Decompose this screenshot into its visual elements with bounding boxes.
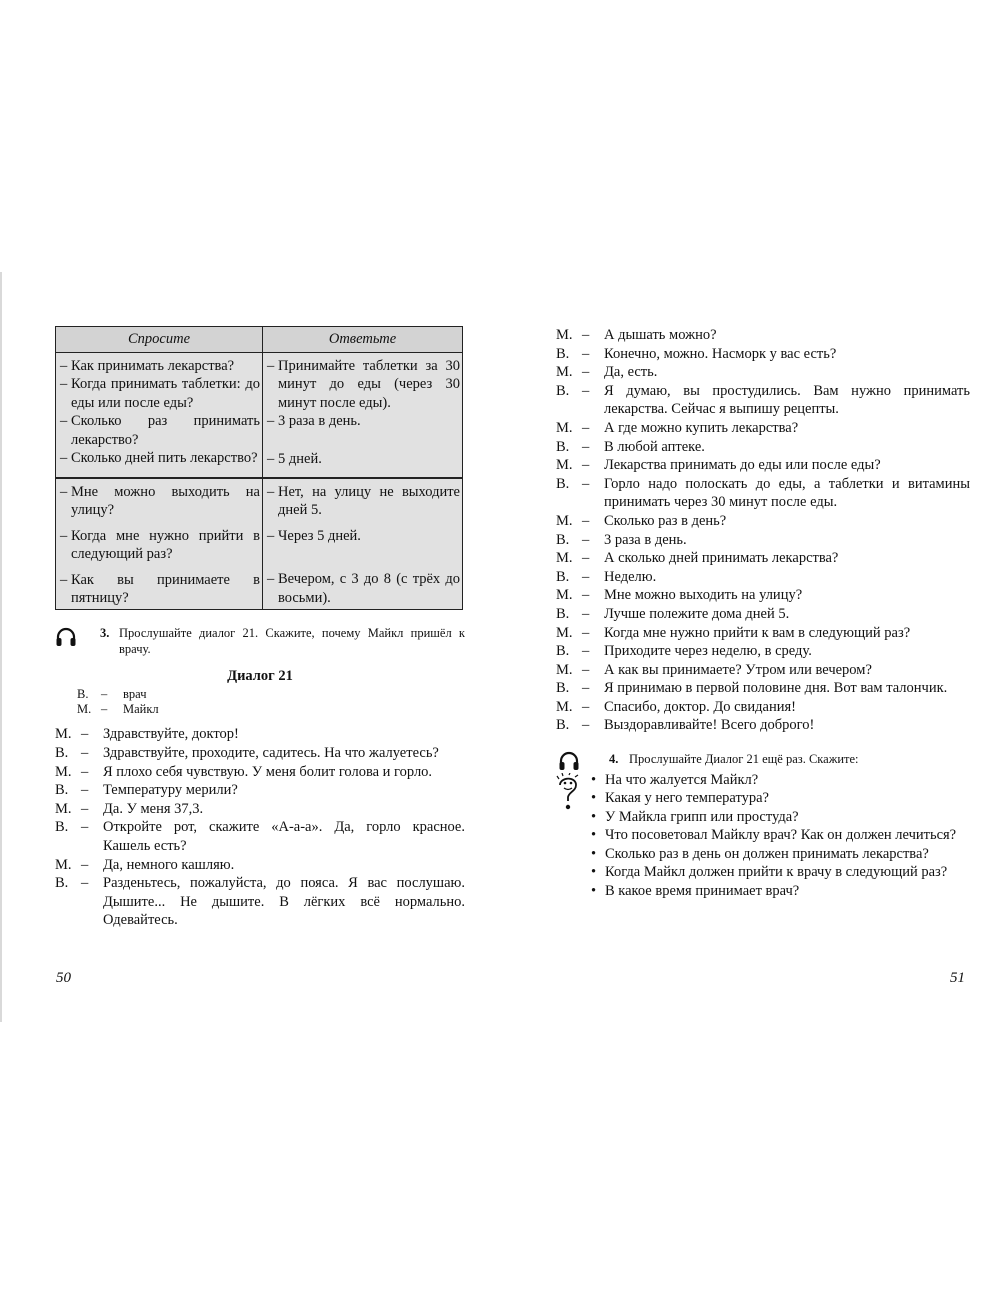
table-item: – Как принимать лекарства? bbox=[60, 358, 235, 374]
dialog-line: В. – Я думаю, вы простудились. Вам нужно принимать лекарства. Сейчас я выпишу рецепты. bbox=[556, 382, 970, 418]
dialog-line: В. – Конечно, можно. Насморк у вас есть? bbox=[556, 345, 837, 362]
table-item: – Вечером, с 3 до 8 (с трёх до восьми). bbox=[267, 571, 460, 606]
ask-answer-table bbox=[55, 326, 463, 610]
exercise-text: Прослушайте Диалог 21 ещё раз. Скажите: bbox=[629, 752, 859, 767]
exercise-number: 3. bbox=[100, 626, 110, 641]
exercise-4 bbox=[556, 751, 970, 767]
dialog-roles bbox=[77, 687, 465, 717]
list-item: • На что жалуется Майкл? bbox=[591, 772, 759, 789]
left-page bbox=[55, 326, 465, 930]
exercise-text: Прослушайте диалог 21. Скажите, почему Майкл пришёл к врачу. bbox=[119, 626, 465, 657]
table-item: – 3 раза в день. bbox=[267, 413, 361, 430]
table-item: – 5 дней. bbox=[267, 450, 322, 467]
right-page bbox=[556, 326, 970, 900]
table-cell-ask bbox=[56, 478, 263, 610]
table-item: – Нет, на улицу не выходите дней 5. bbox=[267, 484, 460, 519]
list-item: • Что посоветовал Майклу врач? Как он должен лечиться? bbox=[591, 827, 957, 844]
dialog-line: М. – Я плохо себя чувствую. У меня болит голова и горло. bbox=[55, 763, 433, 780]
dialog-line: В. – Откройте рот, скажите «А-а-а». Да, горло красное. Кашель есть? bbox=[55, 819, 465, 855]
list-item: • Какая у него температура? bbox=[591, 790, 769, 807]
question-face-icon bbox=[554, 773, 582, 811]
page-edge bbox=[0, 272, 2, 1022]
page-number-right: 51 bbox=[950, 970, 965, 986]
role-item: М. – Майкл bbox=[77, 702, 159, 717]
dialog-line: М. – А дышать можно? bbox=[556, 327, 717, 343]
question-list bbox=[556, 771, 970, 900]
headphones-icon bbox=[55, 627, 77, 647]
dialog-line: В. – Приходите через неделю, в среду. bbox=[556, 643, 812, 660]
headphones-icon bbox=[558, 751, 580, 771]
dialog-line: М. – Здравствуйте, доктор! bbox=[55, 726, 239, 743]
table-cell-ask bbox=[56, 353, 263, 479]
table-item: – Сколько дней пить лекарство? bbox=[60, 450, 258, 467]
dialog-line: М. – Мне можно выходить на улицу? bbox=[556, 587, 803, 604]
table-item: – Принимайте таблетки за 30 минут до еды (через 30 минут после еды). bbox=[267, 358, 460, 411]
table-item: – Через 5 дней. bbox=[267, 527, 361, 544]
dialog-line: В. – Лучше полежите дома дней 5. bbox=[556, 605, 790, 622]
dialog-line: В. – В любой аптеке. bbox=[556, 438, 705, 455]
role-item: В. – врач bbox=[77, 687, 147, 702]
table-item: – Когда принимать таблетки: до еды или после еды? bbox=[60, 376, 260, 411]
dialog-line: М. – А сколько дней принимать лекарства? bbox=[556, 550, 839, 567]
table-item: – Когда мне нужно прийти в следующий раз? bbox=[60, 527, 260, 563]
dialog-line: М. – Да, есть. bbox=[556, 364, 658, 381]
dialog-line: В. – 3 раза в день. bbox=[556, 531, 687, 548]
dialog-line: М. – Да, немного кашляю. bbox=[55, 856, 235, 873]
dialog-line: М. – Когда мне нужно прийти к вам в следующий раз? bbox=[556, 624, 911, 641]
dialog-line: В. – Температуру мерили? bbox=[55, 782, 238, 799]
table-cell-answer bbox=[263, 353, 463, 479]
table-item: – Как вы принимаете в пятницу? bbox=[60, 571, 260, 607]
dialog-line: М. – Спасибо, доктор. До свидания! bbox=[556, 698, 796, 715]
page-number-left: 50 bbox=[56, 970, 71, 986]
dialog-lines-right bbox=[556, 326, 970, 735]
table-item: – Сколько раз принимать лекарство? bbox=[60, 413, 260, 448]
table-header-ask: Спросите bbox=[56, 327, 263, 353]
list-item: • У Майкла грипп или простуда? bbox=[591, 808, 799, 825]
dialog-line: М. – Сколько раз в день? bbox=[556, 512, 727, 529]
exercise-3 bbox=[55, 625, 465, 657]
list-item: • Сколько раз в день он должен принимать лекарства? bbox=[591, 845, 929, 862]
dialog-line: М. – Да. У меня 37,3. bbox=[55, 800, 204, 817]
exercise-number: 4. bbox=[609, 752, 619, 767]
dialog-line: В. – Я принимаю в первой половине дня. Вот вам талончик. bbox=[556, 680, 948, 697]
dialog-title: Диалог 21 bbox=[227, 668, 293, 685]
dialog-line: М. – А как вы принимаете? Утром или вечером? bbox=[556, 661, 872, 678]
dialog-line: В. – Горло надо полоскать до еды, а таблетки и витамины принимать через 30 минут после еды. bbox=[556, 475, 970, 511]
dialog-line: М. – А где можно купить лекарства? bbox=[556, 419, 799, 436]
table-item: – Мне можно выходить на улицу? bbox=[60, 484, 260, 519]
dialog-line: В. – Здравствуйте, проходите, садитесь. На что жалуетесь? bbox=[55, 745, 439, 762]
dialog-line: М. – Лекарства принимать до еды или после еды? bbox=[556, 457, 881, 474]
table-header-answer: Ответьте bbox=[263, 327, 463, 353]
table-cell-answer bbox=[263, 478, 463, 610]
dialog-line: В. – Выздоравливайте! Всего доброго! bbox=[556, 717, 815, 734]
list-item: • В какое время принимает врач? bbox=[591, 882, 800, 899]
dialog-line: В. – Неделю. bbox=[556, 568, 657, 585]
dialog-lines-left bbox=[55, 725, 465, 930]
list-item: • Когда Майкл должен прийти к врачу в следующий раз? bbox=[591, 864, 948, 881]
dialog-line: В. – Разденьтесь, пожалуйста, до пояса. Я вас послушаю. Дышите... Не дышите. В лёгких всё нормально. Одевайтесь. bbox=[55, 875, 465, 929]
